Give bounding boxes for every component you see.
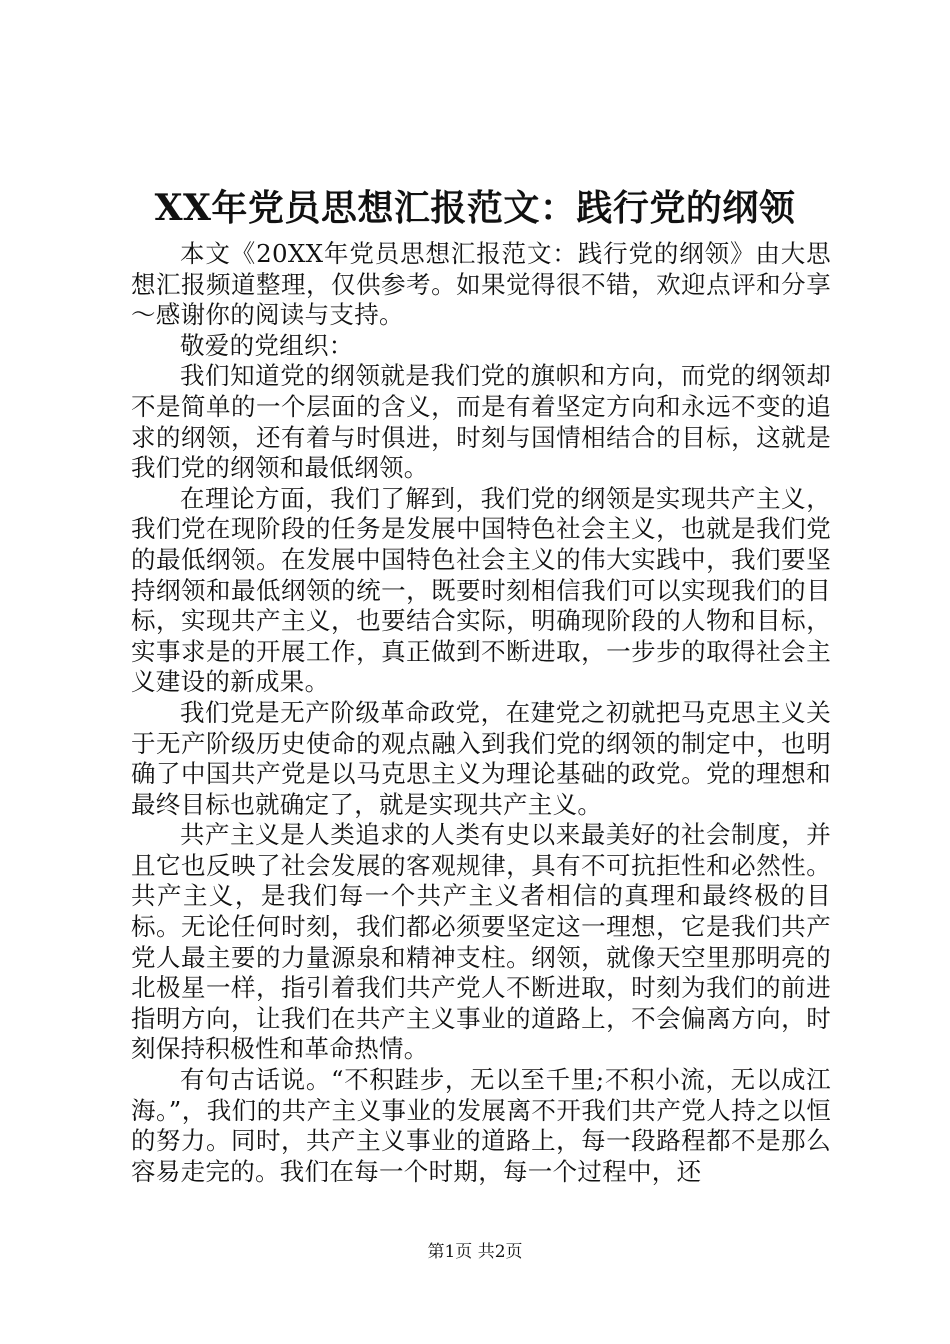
intro-paragraph: 本文《20XX年党员思想汇报范文：践行党的纲领》由大思想汇报频道整理，仅供参考。如果觉得很不错，欢迎点评和分享～感谢你的阅读与支持。 (131, 239, 831, 330)
body-paragraph: 共产主义是人类追求的人类有史以来最美好的社会制度，并且它也反映了社会发展的客观规律，具有不可抗拒性和必然性。共产主义，是我们每一个共产主义者相信的真理和最终极的目标。无论任何时刻，我们都必须要坚定这一理想，它是我们共产党人最主要的力量源泉和精神支柱。纲领，就像天空里那明亮的北极星一样，指引着我们共产党人不断进取，时刻为我们的前进指明方向，让我们在共产主义事业的道路上，不会偏离方向，时刻保持积极性和革命热情。 (131, 820, 831, 1064)
body-paragraph: 在理论方面，我们了解到，我们党的纲领是实现共产主义，我们党在现阶段的任务是发展中国特色社会主义，也就是我们党的最低纲领。在发展中国特色社会主义的伟大实践中，我们要坚持纲领和最低纲领的统一，既要时刻相信我们可以实现我们的目标，实现共产主义，也要结合实际，明确现阶段的人物和目标，实事求是的开展工作，真正做到不断进取，一步步的取得社会主义建设的新成果。 (131, 483, 831, 697)
salutation: 敬爱的党组织： (180, 330, 354, 360)
document-title: XX年党员思想汇报范文：践行党的纲领 (154, 187, 796, 229)
body-paragraph: 我们知道党的纲领就是我们党的旗帜和方向，而党的纲领却不是简单的一个层面的含义，而是有着坚定方向和永远不变的追求的纲领，还有着与时俱进，时刻与国情相结合的目标，这就是我们党的纲领和最低纲领。 (131, 361, 831, 483)
document-body (131, 239, 831, 1187)
body-paragraph: 我们党是无产阶级革命政党，在建党之初就把马克思主义关于无产阶级历史使命的观点融入到我们党的纲领的制定中，也明确了中国共产党是以马克思主义为理论基础的政党。党的理想和最终目标也就确定了，就是实现共产主义。 (131, 697, 831, 819)
page-footer: 第1页 共2页 (427, 1242, 523, 1262)
body-paragraph: 有句古话说。“不积跬步，无以至千里;不积小流，无以成江海。”，我们的共产主义事业的发展离不开我们共产党人持之以恒的努力。同时，共产主义事业的道路上，每一段路程都不是那么容易走完的。我们在每一个时期，每一个过程中，还 (131, 1065, 831, 1186)
